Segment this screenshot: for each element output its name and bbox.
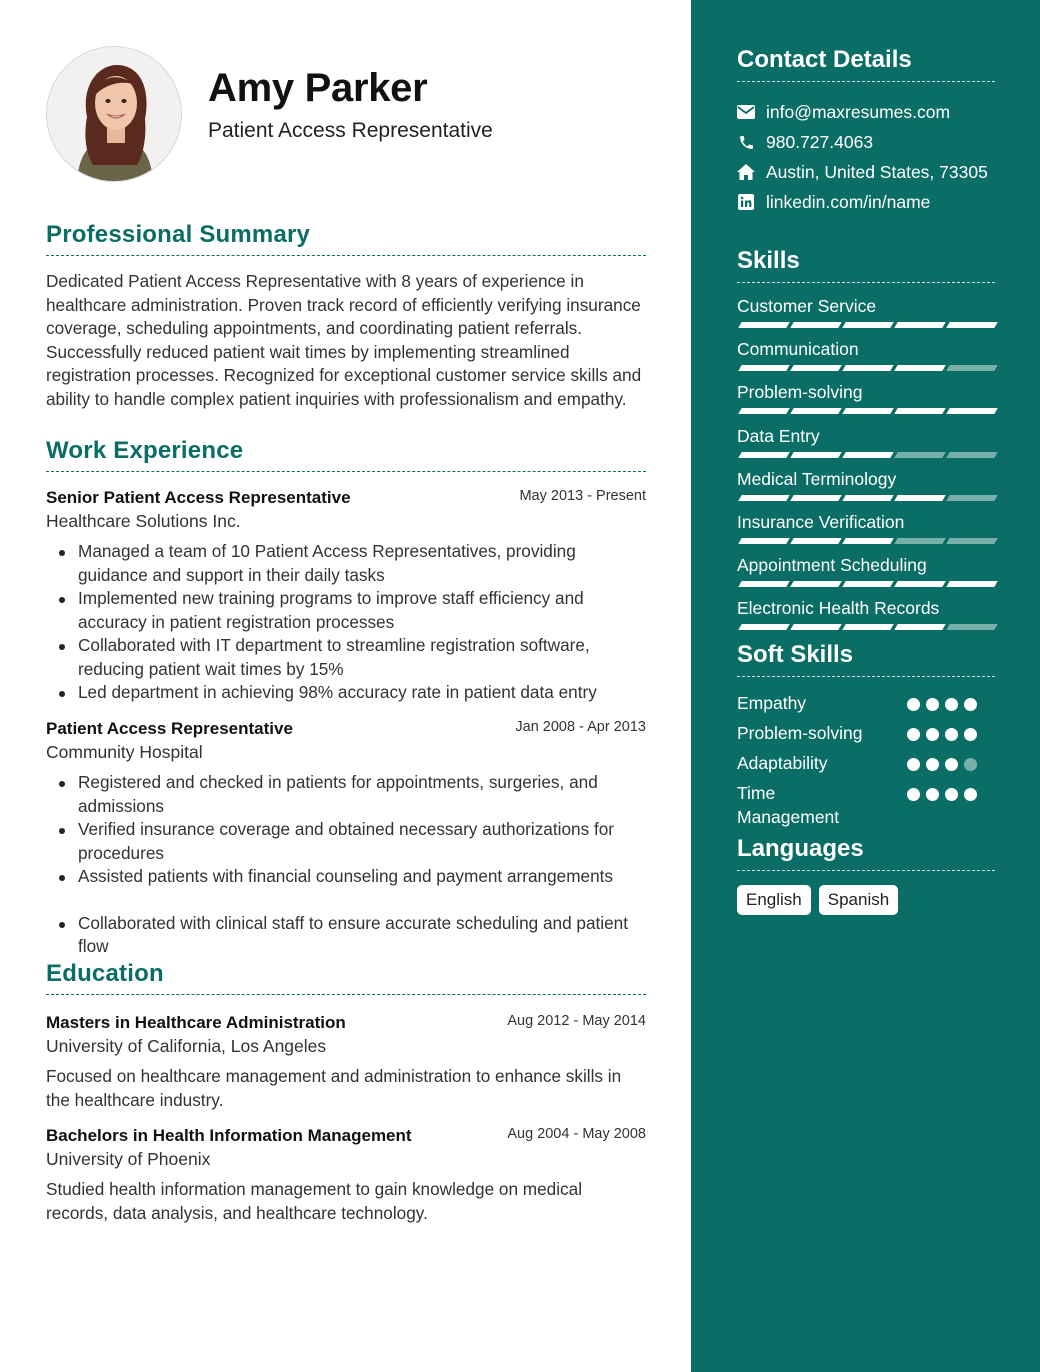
skill-bar-filled bbox=[738, 365, 789, 371]
job-bullet: Assisted patients with financial counseling and payment arrangements bbox=[46, 865, 646, 889]
experience-heading: Work Experience bbox=[46, 437, 646, 472]
skill-bar-filled bbox=[842, 538, 893, 544]
skill-bar-filled bbox=[894, 408, 945, 414]
skill-bar-filled bbox=[946, 581, 997, 587]
skill-row bbox=[737, 555, 995, 576]
skill-row bbox=[737, 598, 995, 619]
candidate-name: Amy Parker bbox=[208, 66, 428, 110]
level-dot-filled bbox=[907, 788, 920, 801]
job-company: Healthcare Solutions Inc. bbox=[46, 511, 241, 531]
job-bullet: Managed a team of 10 Patient Access Representatives, providing guidance and support in their daily tasks bbox=[46, 540, 646, 587]
soft-skill-row bbox=[737, 692, 995, 716]
skill-bar-filled bbox=[790, 538, 841, 544]
skill-bar-filled bbox=[842, 495, 893, 501]
skill-bar-filled bbox=[842, 322, 893, 328]
skill-row bbox=[737, 469, 995, 490]
soft-skill-name: Time Management bbox=[737, 783, 840, 827]
skill-name: Medical Terminology bbox=[737, 468, 897, 489]
skill-bar-filled bbox=[842, 581, 893, 587]
soft-skill-level-dots bbox=[907, 728, 987, 742]
job-dates: Jan 2008 - Apr 2013 bbox=[515, 719, 646, 735]
job-bullet: Verified insurance coverage and obtained necessary authorizations for procedures bbox=[46, 818, 646, 865]
skill-bar-filled bbox=[738, 495, 789, 501]
level-dot-filled bbox=[964, 728, 977, 741]
level-dot-filled bbox=[964, 698, 977, 711]
level-dot-filled bbox=[926, 788, 939, 801]
skills-heading: Skills bbox=[737, 247, 995, 283]
skill-bar-filled bbox=[738, 452, 789, 458]
skill-bar-filled bbox=[790, 495, 841, 501]
soft-skills-heading: Soft Skills bbox=[737, 641, 995, 677]
skill-name: Insurance Verification bbox=[737, 512, 905, 532]
contact-location bbox=[737, 160, 1017, 184]
envelope-icon bbox=[737, 103, 755, 121]
contact-location-text: Austin, United States, 73305 bbox=[766, 161, 988, 182]
education-description: Focused on healthcare management and administration to enhance skills in the healthcare industry. bbox=[46, 1066, 622, 1110]
level-dot-filled bbox=[945, 698, 958, 711]
contact-email-text: info@maxresumes.com bbox=[766, 101, 951, 122]
skill-bar-empty bbox=[946, 365, 997, 371]
soft-skill-row bbox=[737, 752, 995, 776]
language-tag: Spanish bbox=[819, 885, 898, 915]
summary-heading: Professional Summary bbox=[46, 221, 646, 256]
school-name: University of California, Los Angeles bbox=[46, 1036, 327, 1056]
phone-icon bbox=[737, 133, 755, 151]
skill-bar-filled bbox=[842, 408, 893, 414]
level-dot-filled bbox=[964, 788, 977, 801]
skill-row bbox=[737, 296, 995, 317]
skill-bar-empty bbox=[946, 624, 997, 630]
skill-row bbox=[737, 512, 995, 533]
skill-bar-empty bbox=[946, 495, 997, 501]
skill-name: Customer Service bbox=[737, 296, 877, 316]
job-title: Patient Access Representative bbox=[46, 719, 293, 738]
job-bullets bbox=[46, 540, 646, 705]
soft-skill-level-dots bbox=[907, 788, 987, 802]
skill-level-bars bbox=[737, 365, 995, 373]
skill-name: Electronic Health Records bbox=[737, 598, 940, 619]
skill-row bbox=[737, 339, 995, 360]
school-name: University of Phoenix bbox=[46, 1149, 211, 1169]
job-entry bbox=[46, 488, 646, 705]
job-dates: May 2013 - Present bbox=[519, 488, 646, 504]
level-dot-filled bbox=[945, 788, 958, 801]
degree-title: Masters in Healthcare Administration bbox=[46, 1013, 346, 1032]
skill-name: Communication bbox=[737, 339, 859, 360]
education-entry bbox=[46, 1126, 646, 1225]
skill-bar-filled bbox=[790, 408, 841, 414]
skill-bar-filled bbox=[790, 581, 841, 587]
job-entry bbox=[46, 719, 646, 959]
job-bullet: Implemented new training programs to improve staff efficiency and accuracy in patient registration processes bbox=[46, 587, 646, 634]
job-bullet: Registered and checked in patients for appointments, surgeries, and admissions bbox=[46, 771, 646, 818]
language-tag: English bbox=[737, 885, 811, 915]
skill-bar-empty bbox=[946, 538, 997, 544]
job-bullet: Led department in achieving 98% accuracy rate in patient data entry bbox=[46, 681, 646, 705]
skill-level-bars bbox=[737, 408, 995, 416]
skill-level-bars bbox=[737, 495, 995, 503]
profile-photo bbox=[46, 46, 182, 182]
degree-title: Bachelors in Health Information Management bbox=[46, 1126, 412, 1145]
skill-level-bars bbox=[737, 322, 995, 330]
education-dates: Aug 2012 - May 2014 bbox=[507, 1013, 646, 1029]
job-company: Community Hospital bbox=[46, 742, 203, 762]
skill-bar-filled bbox=[842, 624, 893, 630]
soft-skill-name: Adaptability bbox=[737, 753, 828, 773]
level-dot-filled bbox=[907, 698, 920, 711]
level-dot-empty bbox=[964, 758, 977, 771]
level-dot-filled bbox=[945, 728, 958, 741]
skill-row bbox=[737, 382, 995, 403]
contact-email[interactable] bbox=[737, 100, 1017, 124]
home-icon bbox=[737, 163, 755, 181]
skill-name: Problem-solving bbox=[737, 382, 863, 403]
skill-level-bars bbox=[737, 538, 995, 546]
skill-level-bars bbox=[737, 581, 995, 589]
skill-bar-filled bbox=[738, 581, 789, 587]
skill-bar-filled bbox=[842, 365, 893, 371]
soft-skill-row bbox=[737, 782, 995, 829]
skill-bar-filled bbox=[946, 408, 997, 414]
skill-bar-filled bbox=[790, 322, 841, 328]
skill-bar-filled bbox=[738, 538, 789, 544]
skill-bar-filled bbox=[842, 452, 893, 458]
skill-bar-empty bbox=[946, 452, 997, 458]
contact-linkedin[interactable] bbox=[737, 190, 1017, 214]
soft-skill-level-dots bbox=[907, 758, 987, 772]
soft-skill-level-dots bbox=[907, 698, 987, 712]
summary-text: Dedicated Patient Access Representative with 8 years of experience in healthcare administration. Proven track record of efficiently verifying insurance coverage, scheduling appointments, and coordinating patient referrals. Successfully reduced patient wait times by implementing streamlined registration processes. Recognized for exceptional customer service skills and ability to handle complex patient inquiries with professionalism and empathy. bbox=[46, 271, 642, 409]
education-dates: Aug 2004 - May 2008 bbox=[507, 1126, 646, 1142]
avatar-illustration bbox=[47, 47, 182, 182]
skill-bar-filled bbox=[946, 322, 997, 328]
skill-bar-filled bbox=[894, 581, 945, 587]
languages-heading: Languages bbox=[737, 835, 995, 871]
contact-phone-text: 980.727.4063 bbox=[766, 131, 874, 152]
skill-bar-filled bbox=[738, 624, 789, 630]
education-entry bbox=[46, 1013, 646, 1112]
job-bullet: Collaborated with IT department to streamline registration software, reducing patient wait times by 15% bbox=[46, 634, 646, 681]
skill-bar-filled bbox=[738, 322, 789, 328]
skill-name: Data Entry bbox=[737, 425, 820, 446]
soft-skill-name: Problem-solving bbox=[737, 723, 863, 743]
job-bullet: Collaborated with clinical staff to ensure accurate scheduling and patient flow bbox=[46, 912, 646, 959]
skill-level-bars bbox=[737, 624, 995, 632]
languages-list bbox=[737, 885, 898, 915]
education-description: Studied health information management to gain knowledge on medical records, data analysis, and healthcare technology. bbox=[46, 1179, 583, 1223]
contact-heading: Contact Details bbox=[737, 46, 995, 82]
skill-bar-empty bbox=[894, 538, 945, 544]
skill-bar-filled bbox=[894, 624, 945, 630]
soft-skill-row bbox=[737, 722, 995, 746]
skill-row bbox=[737, 426, 995, 447]
skill-bar-filled bbox=[790, 624, 841, 630]
skill-bar-filled bbox=[894, 495, 945, 501]
job-bullets bbox=[46, 771, 646, 959]
contact-phone[interactable] bbox=[737, 130, 1017, 154]
soft-skill-name: Empathy bbox=[737, 693, 807, 713]
level-dot-filled bbox=[926, 758, 939, 771]
linkedin-icon bbox=[737, 193, 755, 211]
education-heading: Education bbox=[46, 960, 646, 995]
skill-bar-filled bbox=[790, 452, 841, 458]
skill-bar-empty bbox=[894, 452, 945, 458]
level-dot-filled bbox=[907, 758, 920, 771]
skill-name: Appointment Scheduling bbox=[737, 555, 927, 576]
level-dot-filled bbox=[926, 698, 939, 711]
job-title: Senior Patient Access Representative bbox=[46, 488, 351, 507]
skill-bar-filled bbox=[738, 408, 789, 414]
skill-bar-filled bbox=[894, 365, 945, 371]
candidate-title: Patient Access Representative bbox=[208, 119, 493, 142]
skill-bar-filled bbox=[894, 322, 945, 328]
level-dot-filled bbox=[926, 728, 939, 741]
level-dot-filled bbox=[907, 728, 920, 741]
level-dot-filled bbox=[945, 758, 958, 771]
skill-level-bars bbox=[737, 452, 995, 460]
skill-bar-filled bbox=[790, 365, 841, 371]
contact-linkedin-text: linkedin.com/in/name bbox=[766, 191, 931, 212]
